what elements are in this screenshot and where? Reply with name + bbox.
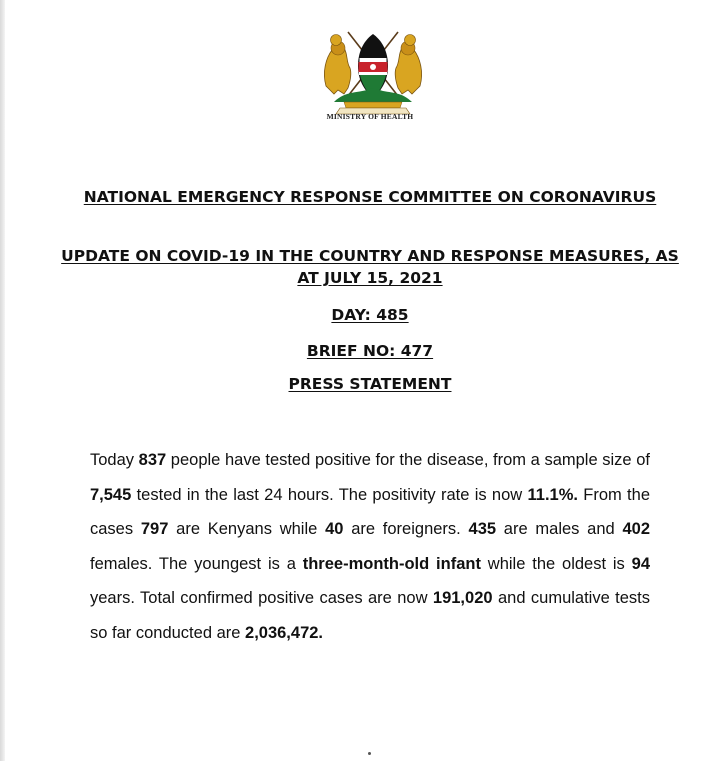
paragraph-figure: 94 xyxy=(631,554,650,573)
statement-paragraph xyxy=(90,443,650,650)
paragraph-text: are Kenyans while xyxy=(168,520,326,538)
day-heading: DAY: 485 xyxy=(331,306,409,324)
paragraph-figure: 7,545 xyxy=(90,485,132,504)
paragraph-figure: 11.1%. xyxy=(527,485,578,504)
paragraph-figure: 837 xyxy=(138,451,167,469)
page-mark xyxy=(368,752,371,755)
paragraph-figure: 2,036,472. xyxy=(245,623,324,642)
paragraph-text: are foreigners. xyxy=(343,520,469,538)
paragraph-text: are males and xyxy=(496,520,623,538)
paragraph-text: tested in the last 24 hours. The positivity rate is now xyxy=(131,485,528,504)
paragraph-text: while the oldest is xyxy=(480,554,632,573)
paragraph-text: years. Total confirmed positive cases are now xyxy=(90,589,433,607)
paragraph-text: and cumulative tests so far conducted are xyxy=(90,589,651,642)
paragraph-text: people have tested positive for the disease, from a sample size of xyxy=(166,451,650,469)
kenya-coat-of-arms-icon xyxy=(318,24,428,116)
press-statement-heading: PRESS STATEMENT xyxy=(288,375,452,393)
paragraph-figure: 435 xyxy=(468,520,497,538)
paragraph-text: females. The youngest is a xyxy=(90,554,303,573)
paragraph-figure: three-month-old infant xyxy=(302,554,481,573)
brief-heading: BRIEF NO: 477 xyxy=(306,342,434,360)
ministry-name: MINISTRY OF HEALTH xyxy=(326,112,414,121)
paragraph-figure: 191,020 xyxy=(432,589,493,607)
update-heading: UPDATE ON COVID-19 IN THE COUNTRY AND RESPONSE MEASURES, AS AT JULY 15, 2021 xyxy=(61,247,679,287)
paragraph-figure: 797 xyxy=(140,520,169,538)
paragraph-text: Today xyxy=(90,451,139,469)
paragraph-text: From the cases xyxy=(90,485,650,538)
committee-heading: NATIONAL EMERGENCY RESPONSE COMMITTEE ON CORONAVIRUS xyxy=(83,188,657,206)
paragraph-figure: 40 xyxy=(325,520,344,538)
paragraph-figure: 402 xyxy=(622,520,650,538)
